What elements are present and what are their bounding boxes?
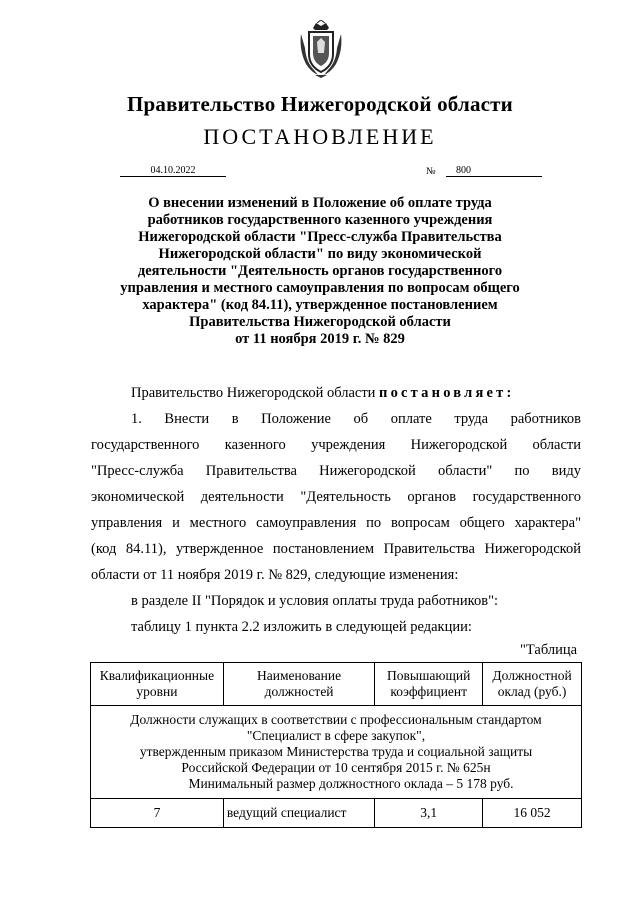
position-cell: ведущий специалист xyxy=(223,799,374,828)
table-header-row xyxy=(91,663,582,706)
section-cell: Должности служащих в соответствии с профессиональным стандартом "Специалист в сфере закупок", утвержденным приказом Министерства труда и социальной защиты Российской Федерации от 10 сентября 2015 г. № 625н Минимальный размер должностного оклада – 5 178 руб. xyxy=(91,706,582,799)
table-section-row xyxy=(91,706,582,799)
document-title xyxy=(120,195,520,348)
title-line: О внесении изменений в Положение об оплате труда xyxy=(148,195,492,211)
document-number: 800 xyxy=(446,165,542,177)
header-cell: Наименование должностей xyxy=(223,663,374,706)
title-line: деятельности "Деятельность органов государственного xyxy=(137,263,503,279)
header-cell: Должностной оклад (руб.) xyxy=(483,663,582,706)
level-cell: 7 xyxy=(91,799,224,828)
header-cell: Повышающий коэффициент xyxy=(375,663,483,706)
intro-line xyxy=(91,380,581,406)
paragraph-line: управления и местного самоуправления по вопросам общего характера" xyxy=(91,515,581,531)
coat-of-arms-emblem xyxy=(298,20,344,78)
paragraph-line: экономической деятельности "Деятельность органов государственного xyxy=(91,489,581,505)
title-line: от 11 ноября 2019 г. № 829 xyxy=(235,331,405,347)
paragraph-line: "Пресс-служба Правительства Нижегородской области" по виду xyxy=(91,463,581,479)
government-name: Правительство Нижегородской области xyxy=(127,92,513,116)
number-label: № xyxy=(426,166,436,177)
table-row xyxy=(91,799,582,828)
section-paragraph: в разделе II "Порядок и условия оплаты труда работников": xyxy=(131,593,499,609)
decree-word: постановляет: xyxy=(379,385,515,401)
paragraph-line: области от 11 ноября 2019 г. № 829, следующие изменения: xyxy=(91,567,459,583)
title-line: работников государственного казенного учреждения xyxy=(147,212,493,228)
document-date: 04.10.2022 xyxy=(120,165,226,177)
paragraph-line: 1. Внести в Положение об оплате труда работников xyxy=(131,411,581,427)
title-line: Нижегородской области "Пресс-служба Правительства xyxy=(138,229,502,245)
decree-paragraph xyxy=(91,380,581,640)
title-line: управления и местного самоуправления по вопросам общего xyxy=(120,280,520,296)
salary-table xyxy=(90,662,582,828)
header-cell: Квалификационные уровни xyxy=(91,663,224,706)
paragraph-line: (код 84.11), утвержденное постановлением Правительства Нижегородской xyxy=(91,541,581,557)
table-label: "Таблица xyxy=(520,642,578,658)
paragraph-line: государственного казенного учреждения Нижегородской области xyxy=(91,437,581,453)
title-line: Нижегородской области" по виду экономической xyxy=(158,246,482,262)
table-paragraph: таблицу 1 пункта 2.2 изложить в следующей редакции: xyxy=(131,619,472,635)
intro-text: Правительство Нижегородской области xyxy=(131,385,376,401)
title-line: характера" (код 84.11), утвержденное постановлением xyxy=(142,297,498,313)
title-line: Правительства Нижегородской области xyxy=(189,314,451,330)
coefficient-cell: 3,1 xyxy=(375,799,483,828)
salary-cell: 16 052 xyxy=(483,799,582,828)
document-type: ПОСТАНОВЛЕНИЕ xyxy=(203,124,437,149)
